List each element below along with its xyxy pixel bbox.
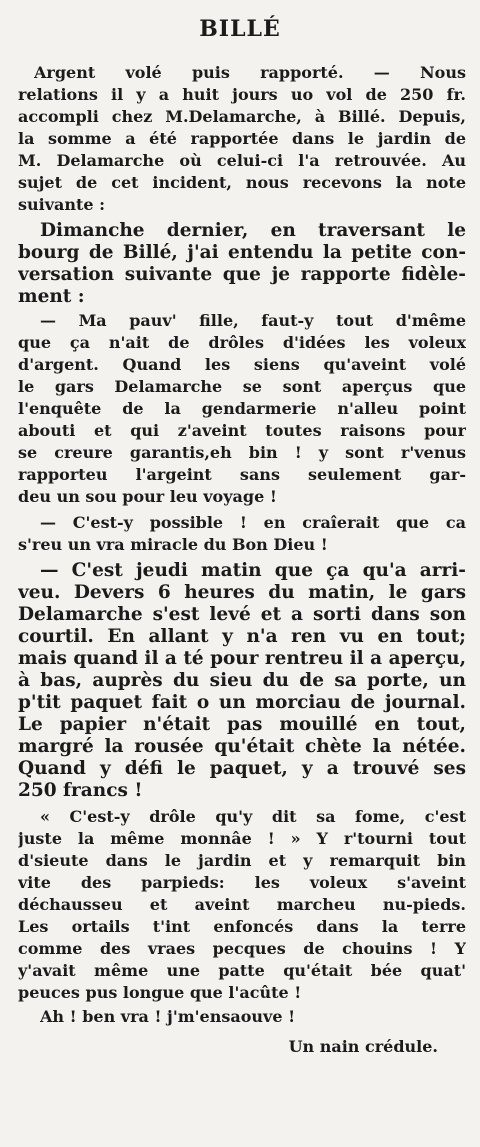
- text-line: M. Delamarche où celui-ci l'a retrouvée. Au: [18, 151, 466, 170]
- text-line: — Ma pauv' fille, faut-y tout d'même: [40, 311, 466, 330]
- text-line: Quand y défi le paquet, y a trouvé ses: [18, 758, 466, 779]
- text-line: rapporteu l'argeint sans seulement gar-: [18, 465, 466, 484]
- text-line: deu un sou pour leu voyage !: [18, 487, 277, 506]
- text-line: Le papier n'était pas mouillé en tout,: [18, 714, 466, 735]
- text-line: l'enquête de la gendarmerie n'alleu point: [18, 399, 466, 418]
- text-line: le gars Delamarche se sont aperçus que: [18, 377, 466, 396]
- text-line: ment :: [18, 286, 85, 307]
- text-line: s'reu un vra miracle du Bon Dieu !: [18, 535, 328, 554]
- text-line: veu. Devers 6 heures du matin, le gars: [18, 582, 466, 603]
- text-line: juste la même monnâe ! » Y r'tourni tout: [18, 829, 466, 848]
- text-line: accompli chez M.Delamarche, à Billé. Depuis,: [18, 107, 466, 126]
- text-line: mais quand il a té pour rentreu il a aperçu,: [18, 648, 466, 669]
- text-line: versation suivante que je rapporte fidèle-: [18, 264, 466, 285]
- text-line: sujet de cet incident, nous recevons la note: [18, 173, 466, 192]
- text-line: Les ortails t'int enfoncés dans la terre: [18, 917, 466, 936]
- text-line: que ça n'ait de drôles d'idées les voleux: [18, 333, 466, 352]
- text-line: courtil. En allant y n'a ren vu en tout;: [18, 626, 466, 647]
- text-line: se creure garantis,eh bin ! y sont r'venus: [18, 443, 466, 462]
- text-line: bourg de Billé, j'ai entendu la petite con-: [18, 242, 466, 263]
- text-line: Argent volé puis rapporté. — Nous: [34, 63, 466, 82]
- text-line: comme des vraes pecques de chouins ! Y: [18, 939, 466, 958]
- text-line: la somme a été rapportée dans le jardin de: [18, 129, 466, 148]
- text-line: y'avait même une patte qu'était bée quat': [18, 961, 466, 980]
- article-heading: BILLÉ: [199, 16, 281, 42]
- text-line: à bas, auprès du sieu du de sa porte, un: [18, 670, 466, 691]
- text-line: Dimanche dernier, en traversant le: [40, 220, 466, 241]
- text-line: Ah ! ben vra ! j'm'ensaouve !: [40, 1007, 296, 1026]
- text-line: — C'est-y possible ! en craîerait que ca: [40, 513, 466, 532]
- text-line: déchausseu et aveint marcheu nu-pieds.: [18, 895, 466, 914]
- text-line: — C'est jeudi matin que ça qu'a arri-: [40, 560, 466, 581]
- text-line: Delamarche s'est levé et a sorti dans son: [18, 604, 466, 625]
- text-line: d'sieute dans le jardin et y remarquit bin: [18, 851, 466, 870]
- text-line: 250 francs !: [18, 780, 143, 801]
- text-line: relations il y a huit jours uo vol de 250 fr.: [18, 85, 466, 104]
- text-line: margré la rousée qu'était chète la nétée.: [18, 736, 466, 757]
- text-line: d'argent. Quand les siens qu'aveint volé: [18, 355, 466, 374]
- text-line: « C'est-y drôle qu'y dit sa fome, c'est: [40, 807, 466, 826]
- text-line: abouti et qui z'aveint toutes raisons pour: [18, 421, 466, 440]
- text-line: peuces pus longue que l'acûte !: [18, 983, 302, 1002]
- text-line: suivante :: [18, 195, 106, 214]
- text-line: p'tit paquet fait o un morciau de journal.: [18, 692, 466, 713]
- text-line: vite des parpieds: les voleux s'aveint: [18, 873, 466, 892]
- text-line: Un nain crédule.: [288, 1037, 438, 1056]
